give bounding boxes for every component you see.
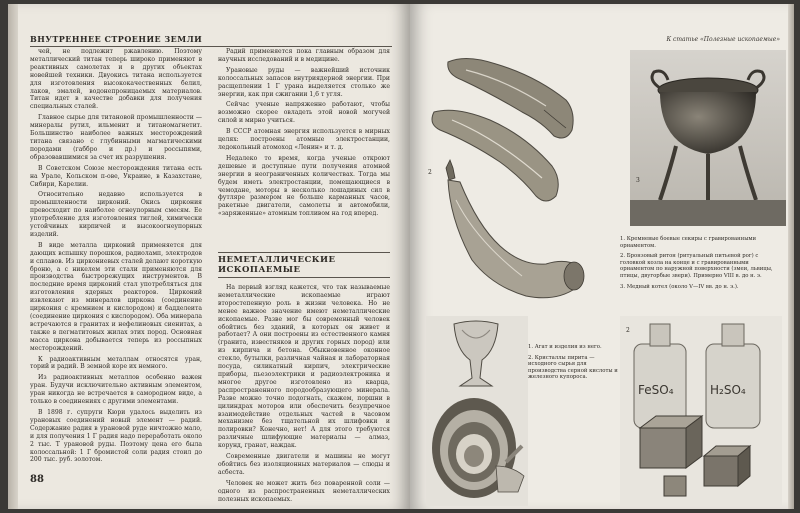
text-column-2-lower <box>218 252 390 506</box>
figure-axes-rhyton <box>426 50 626 334</box>
running-head-left: ВНУТРЕННЕЕ СТРОЕНИЕ ЗЕМЛИ <box>30 34 392 47</box>
paragraph: Относительно недавно используется в промышленности цирконий. Окись циркония превосходит по наиболее огнеупорным смесям. Ее употребление для изготовления тиглей, химически устойчивых кирпичей и высокоогнеупорных изделий. <box>30 191 202 238</box>
paragraph: В виде металла цирконий применяется для дающих вспышку порошков, радиоламп, электродов и сплавов. Из циркониевых сталей делают короткую броню, а с никелем эти стали применяются для производства быстрорежущих инструментов. В последние время цирконий стал употребляться для изготовления ядерных реакторов. Цирконий извлекают из минералов циркона (соединение циркония с кремнием и кислородом) и бадделеита (соединение циркония с кислородом). Оба минерала встречаются в гранитах и нефелиновых сиенитах, а также в пегматитовых жилах этих пород. Основная масса циркона добывается теперь из россыпных месторождений. <box>30 241 202 352</box>
bottle-label-feso4: FeSO₄ <box>638 383 674 397</box>
figure-pyrite-bottles <box>620 316 782 506</box>
paragraph: Современные двигатели и машины не могут обойтись без изоляционных материалов — слюды и асбеста. <box>218 453 390 476</box>
page-number: 88 <box>30 474 44 485</box>
figure-marker: 3 <box>636 177 640 184</box>
caption: 2. Бронзовый ритон (ритуальный питьевой рог) с головкой козла на конце и с гравированными орнаментом по наружной поверхности (змеи, львицы, птицы, двугорбые звери). Примерно VIII в. до н. э. <box>620 253 773 279</box>
bottle-label-h2so4: H₂SO₄ <box>710 383 746 397</box>
paragraph: Радий применяется пока главным образом для научных исследований и в медицине. <box>218 48 390 63</box>
caption-block-mid <box>528 344 620 385</box>
paragraph: Урановые руды — важнейший источник колоссальных запасов внутриядерной энергии. При расщеплении 1 Г урана выделяется столько же энергии, как при сжигании 1,6 т угля. <box>218 66 390 98</box>
caption: 3. Медный котел (около V—IV вв. до н. э.). <box>620 283 739 290</box>
rhyton-illustration <box>446 160 584 298</box>
paragraph: Недалеко то время, когда ученые откроют дешевые и доступные пути получения атомной энергии в неограниченных количествах. Тогда мы будем иметь электростанции, помещающиеся в чемодане, моторы в несколько лошадиных сил в футляре размером не больше карманных часов, ракетные двигатели, самолеты и автомобили, «заряженные» атомным топливом на год вперед. <box>218 154 390 218</box>
text-column-1 <box>30 48 202 467</box>
paragraph: чей, не подлежит ржавлению. Поэтому металлический титан теперь широко применяют в реактивных самолетах и в других объектах новейшей техники. Двуокись титана используется для изготовления высококачественных белил, лаков, эмалей, водонепроницаемых материалов. Титан идет в качестве добавки для получения специальных сталей. <box>30 48 202 111</box>
paragraph: В Советском Союзе месторождения титана есть на Урале, Кольском п-ове, Украине, в Казахстане, Сибири, Карелии. <box>30 164 202 188</box>
paragraph: На первый взгляд кажется, что так называемые неметаллические ископаемые играют второстепенную роль в жизни человека. Но не менее важное значение имеют неметаллические ископаемые. Разве мог бы современный человек обойтись без зданий, в которых он живет и работает? А они построены из естественного камня (гранита, известняков и других горных пород) или из кирпича и бетона. Обыкновенное оконное стекло, бутылки, различная чайная и лабораторная посуда, силикатный кирпич, электрические приборы, пьезоэлектрики и радиоэлектроника и многое другое изготовлено из кварца, распространенного породообразующего минерала. Разве можно точно подогнать, скажем, поршни в цилиндрах моторов или обеспечить безупречное взаимодействие отдельных частей в часовом механизме без тщательной их шлифовки и полировки? Конечно, нет! А для этого требуются различные шлифующие материалы — алмаз, корунд, гранат, наждак. <box>218 284 390 450</box>
caption: 1. Кремневые боевые секиры с гравированными орнаментом. <box>620 236 757 249</box>
paragraph: В СССР атомная энергия используется в мирных целях: построены атомные электростанции, ледокольный атомоход «Ленин» и т. д. <box>218 128 390 151</box>
paragraph: В 1898 г. супруги Кюри удалось выделить из урановых соединений новый элемент — радий. Содержание радия в урановой руде ничтожно мало, и для получения 1 Г радия надо переработать около 2 тыс. Т урановой руды. Поэтому цена его была колоссальной: 1 Г бромистой соли радия стоил до 200 тыс. руб. золотом. <box>30 408 202 464</box>
figure-cauldron <box>630 50 786 226</box>
figure-marker: 2 <box>626 327 630 334</box>
figure-agate <box>426 316 528 506</box>
book-edge-left <box>8 4 18 509</box>
caption-block-top <box>620 236 780 294</box>
paragraph: Сейчас ученые напряженно работают, чтобы возможно скорее овладеть этой новой могучей силой и мирно учиться. <box>218 101 390 125</box>
paragraph: К радиоактивным металлам относятся уран, торий и радий. В земной коре их немного. <box>30 355 202 371</box>
running-head-right: К статье «Полезные ископаемые» <box>666 36 780 43</box>
figure-marker: 2 <box>428 169 432 176</box>
paragraph: Человек не может жить без поваренной соли — одного из распространенных неметаллических полезных ископаемых. <box>218 479 390 503</box>
paragraph: Из радиоактивных металлов особенно важен уран. Будучи исключительно активным элементом, уран никогда не встречается в самородном виде, а только в соединениях с другими элементами. <box>30 374 202 406</box>
caption: 1. Агат и изделия из него. <box>528 344 602 350</box>
text-column-2 <box>218 48 390 221</box>
section-title: НЕМЕТАЛЛИЧЕСКИЕ ИСКОПАЕМЫЕ <box>218 252 390 278</box>
paragraph: Главное сырье для титановой промышленности — минералы рутил, ильменит и титаномагнетит. Большинство наиболее важных месторождений титана связано с глубинными магматическими породами (габбро и др.) и россыпями, образовавшимися за счет их разрушения. <box>30 114 202 161</box>
book-edge-right <box>788 4 794 509</box>
open-book <box>8 4 794 509</box>
caption: 2. Кристаллы пирита — исходного сырья для производства серной кислоты и железного купороса. <box>528 354 618 381</box>
pedestal <box>630 200 786 226</box>
